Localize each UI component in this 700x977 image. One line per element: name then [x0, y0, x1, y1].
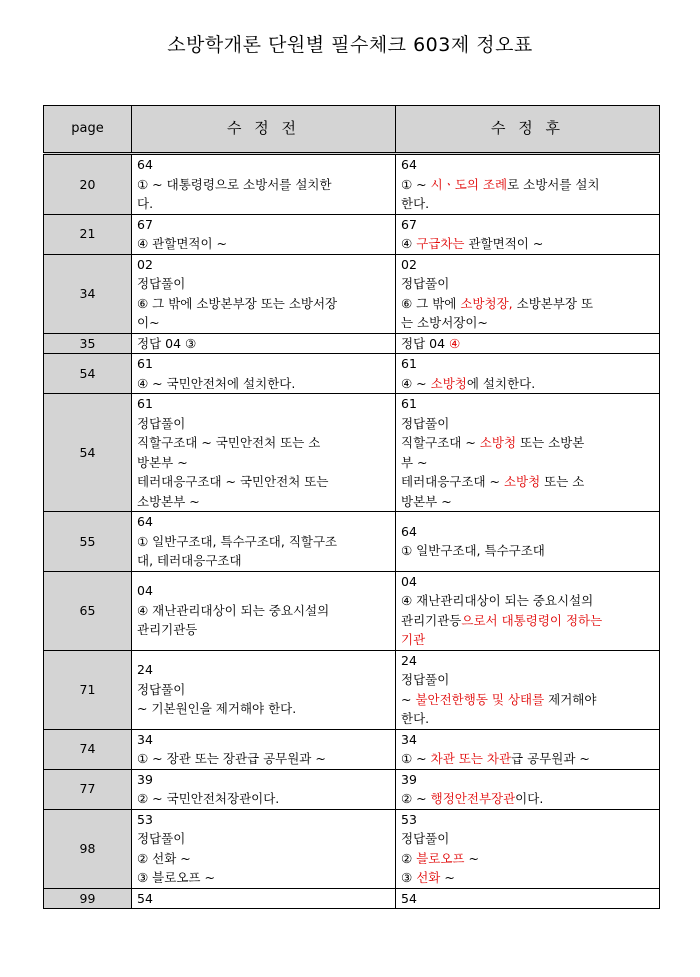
cell-line — [401, 730, 654, 750]
after-cell — [396, 394, 660, 512]
cell-text: ~ 기본원인을 제거해야 한다. — [137, 701, 297, 717]
cell-line — [401, 849, 654, 869]
after-cell — [396, 729, 660, 769]
cell-line — [401, 354, 654, 374]
cell-text: 방본부 ~ — [137, 454, 188, 470]
cell-text: ④ ~ — [401, 375, 431, 391]
before-cell — [132, 729, 396, 769]
page-number-cell: 77 — [44, 769, 132, 809]
after-cell — [396, 214, 660, 254]
correction-text: 소방청 — [503, 474, 541, 489]
cell-text: 제거해야 — [544, 691, 597, 707]
before-cell — [132, 571, 396, 650]
cell-text: 67 — [137, 216, 153, 232]
cell-text: 61 — [137, 356, 153, 371]
cell-text: 정답풀이 — [401, 415, 450, 431]
cell-text: 에 설치한다. — [466, 375, 536, 391]
page-number-cell: 54 — [44, 394, 132, 512]
cell-line — [401, 453, 654, 473]
cell-line — [401, 155, 654, 175]
cell-line — [137, 620, 390, 640]
cell-text: 부 ~ — [401, 454, 428, 470]
cell-line — [137, 274, 390, 294]
page-number-cell: 55 — [44, 512, 132, 572]
before-cell — [132, 394, 396, 512]
before-cell — [132, 254, 396, 333]
cell-text: 소방본부장 또 — [512, 295, 594, 311]
cell-line — [137, 789, 390, 809]
page-number-cell: 20 — [44, 154, 132, 215]
errata-rows — [44, 154, 660, 909]
cell-line — [137, 770, 390, 790]
cell-line — [137, 749, 390, 769]
cell-line — [401, 770, 654, 790]
after-cell — [396, 571, 660, 650]
before-cell — [132, 769, 396, 809]
cell-line — [401, 313, 654, 333]
correction-text: 소방청 — [430, 375, 467, 391]
cell-text: 39 — [401, 771, 417, 787]
cell-text: 61 — [137, 396, 153, 411]
cell-line — [401, 611, 654, 631]
cell-line — [137, 551, 390, 571]
cell-text: ⑥ 그 밖에 — [401, 295, 461, 311]
cell-text: ③ 블로오프 ~ — [137, 870, 215, 885]
before-cell — [132, 650, 396, 729]
cell-text: ④ ~ 국민안전처에 설치한다. — [137, 375, 296, 391]
cell-text: 는 소방서장이~ — [401, 315, 488, 330]
cell-line — [137, 849, 390, 869]
cell-text: ② ~ 국민안전처장관이다. — [137, 791, 280, 806]
cell-line — [401, 234, 654, 254]
cell-line — [401, 374, 654, 394]
cell-line — [137, 394, 390, 414]
cell-text: ④ 재난관리대상이 되는 중요시설의 — [401, 593, 594, 608]
cell-line — [137, 433, 390, 453]
cell-line — [137, 215, 390, 235]
cell-text: ② — [401, 850, 417, 866]
document-title: 소방학개론 단원별 필수체크 603제 정오표 — [167, 34, 533, 56]
cell-text: 02 — [137, 256, 153, 272]
cell-text: ~ — [401, 691, 416, 707]
header-before: 수 정 전 — [132, 106, 396, 154]
cell-line — [401, 829, 654, 849]
page-number-cell: 35 — [44, 333, 132, 354]
table-row — [44, 809, 660, 888]
cell-line — [137, 374, 390, 394]
after-cell — [396, 354, 660, 394]
cell-line — [401, 175, 654, 195]
cell-text: ① ~ 대통령령으로 소방서를 설치한 — [137, 176, 332, 192]
after-cell — [396, 512, 660, 572]
cell-line — [137, 334, 390, 354]
table-row — [44, 888, 660, 909]
cell-text: 한다. — [401, 196, 430, 211]
cell-text: ① 일반구조대, 특수구조대, 직할구조 — [137, 533, 338, 549]
cell-line — [401, 522, 654, 542]
cell-line — [137, 472, 390, 492]
page-number-cell: 65 — [44, 571, 132, 650]
table-row — [44, 394, 660, 512]
header-page: page — [44, 106, 132, 154]
page-number-cell: 21 — [44, 214, 132, 254]
after-cell — [396, 888, 660, 909]
page-number-cell: 98 — [44, 809, 132, 888]
cell-text: 64 — [137, 157, 153, 172]
table-row — [44, 729, 660, 769]
cell-line — [137, 194, 390, 214]
correction-text: 블로오프 — [416, 850, 465, 866]
cell-text: 또는 소방본 — [516, 435, 585, 450]
cell-text: 24 — [401, 652, 417, 668]
cell-text: ② ~ — [401, 791, 431, 806]
table-row — [44, 512, 660, 572]
cell-text: 방본부 ~ — [401, 493, 452, 509]
cell-text: 53 — [137, 811, 153, 827]
cell-text: 정답풀이 — [137, 831, 186, 846]
correction-text: 행정안전부장관 — [430, 791, 516, 806]
cell-line — [401, 651, 654, 671]
cell-text: 39 — [137, 771, 153, 787]
correction-text: 으로서 대통령령이 정하는 — [461, 612, 603, 628]
cell-line — [401, 194, 654, 214]
before-cell — [132, 154, 396, 215]
cell-line — [137, 512, 390, 532]
cell-text: 61 — [401, 356, 417, 371]
cell-text: 54 — [137, 890, 153, 906]
cell-line — [137, 294, 390, 314]
cell-text: 64 — [137, 514, 153, 529]
cell-text: 관리기관등 — [401, 612, 462, 628]
cell-text: 정답풀이 — [137, 681, 186, 697]
cell-text: 정답 04 — [401, 335, 450, 351]
cell-line — [137, 868, 390, 888]
cell-line — [137, 175, 390, 195]
cell-text: 대, 테러대응구조대 — [137, 553, 242, 568]
table-row — [44, 769, 660, 809]
cell-text: ③ — [401, 870, 417, 885]
correction-text: 소방청장, — [460, 295, 513, 311]
cell-line — [401, 334, 654, 354]
cell-line — [137, 699, 390, 719]
after-cell — [396, 650, 660, 729]
page-number-cell: 71 — [44, 650, 132, 729]
cell-text: 정답풀이 — [137, 415, 186, 431]
table-row — [44, 354, 660, 394]
cell-text: ~ — [440, 870, 455, 885]
cell-line — [137, 660, 390, 680]
cell-text: 정답풀이 — [137, 276, 186, 291]
table-row — [44, 214, 660, 254]
cell-text: 정답풀이 — [401, 672, 450, 687]
cell-line — [401, 591, 654, 611]
cell-line — [137, 255, 390, 275]
cell-text: 소방본부 ~ — [137, 493, 200, 509]
cell-line — [401, 492, 654, 512]
cell-text: ④ 관할면적이 ~ — [137, 236, 228, 251]
cell-text: 02 — [401, 256, 417, 272]
cell-text: 24 — [137, 662, 153, 678]
page-number-cell: 99 — [44, 888, 132, 909]
after-cell — [396, 333, 660, 354]
cell-text: 로 소방서를 설치 — [507, 176, 600, 192]
cell-line — [401, 255, 654, 275]
cell-text: 이다. — [515, 791, 544, 806]
after-cell — [396, 769, 660, 809]
page-number-cell: 34 — [44, 254, 132, 333]
after-cell — [396, 154, 660, 215]
cell-line — [137, 354, 390, 374]
cell-text: 64 — [401, 157, 417, 172]
cell-text: ⑥ 그 밖에 소방본부장 또는 소방서장 — [137, 295, 338, 311]
cell-line — [401, 541, 654, 561]
cell-line — [401, 868, 654, 888]
cell-text: 한다. — [401, 711, 430, 726]
correction-text: 기관 — [401, 632, 426, 647]
cell-line — [401, 670, 654, 690]
cell-text: ① 일반구조대, 특수구조대 — [401, 543, 545, 559]
cell-text: 34 — [401, 731, 417, 747]
cell-line — [137, 155, 390, 175]
cell-line — [137, 730, 390, 750]
cell-line — [401, 789, 654, 809]
cell-line — [401, 394, 654, 414]
page-number-cell: 54 — [44, 354, 132, 394]
cell-text: ④ 재난관리대상이 되는 중요시설의 — [137, 602, 330, 618]
correction-text: 시ㆍ도의 조례 — [430, 176, 508, 192]
cell-text: 직할구조대 ~ 국민안전처 또는 소 — [137, 435, 321, 450]
after-cell — [396, 254, 660, 333]
before-cell — [132, 888, 396, 909]
cell-line — [401, 709, 654, 729]
cell-text: 다. — [137, 196, 154, 211]
cell-line — [401, 472, 654, 492]
cell-line — [401, 690, 654, 710]
cell-line — [401, 294, 654, 314]
cell-line — [137, 492, 390, 512]
cell-line — [401, 215, 654, 235]
cell-text: 04 — [401, 573, 417, 589]
cell-text: ④ — [401, 236, 417, 251]
cell-text: 67 — [401, 216, 417, 232]
cell-text: 04 — [137, 583, 153, 599]
cell-line — [137, 581, 390, 601]
correction-text: 소방청 — [479, 435, 517, 450]
correction-text: 선화 — [416, 870, 441, 885]
cell-text: ① ~ — [401, 751, 431, 766]
before-cell — [132, 809, 396, 888]
cell-text: 34 — [137, 731, 153, 747]
table-row — [44, 650, 660, 729]
correction-text: 불안전한행동 및 상태를 — [415, 691, 545, 707]
correction-text: 구급차는 — [416, 236, 465, 251]
cell-line — [137, 810, 390, 830]
cell-text: ② 선화 ~ — [137, 850, 191, 866]
cell-text: 테러대응구조대 ~ — [401, 474, 504, 489]
cell-line — [137, 829, 390, 849]
after-cell — [396, 809, 660, 888]
correction-text: 차관 또는 차관 — [430, 751, 512, 766]
cell-line — [137, 889, 390, 909]
correction-text: ④ — [449, 335, 461, 351]
cell-text: 64 — [401, 523, 417, 539]
cell-line — [137, 453, 390, 473]
cell-text: 테러대응구조대 ~ 국민안전처 또는 — [137, 474, 329, 489]
cell-line — [401, 433, 654, 453]
before-cell — [132, 333, 396, 354]
cell-text: 53 — [401, 811, 417, 827]
cell-text: ① ~ 장관 또는 장관급 공무원과 ~ — [137, 751, 326, 766]
table-row — [44, 333, 660, 354]
before-cell — [132, 354, 396, 394]
cell-line — [401, 889, 654, 909]
cell-line — [401, 810, 654, 830]
cell-line — [401, 749, 654, 769]
cell-text: 61 — [401, 396, 417, 411]
cell-text: 관할면적이 ~ — [464, 236, 544, 251]
cell-text: 급 공무원과 ~ — [511, 751, 590, 766]
cell-text: 직할구조대 ~ — [401, 435, 480, 450]
cell-line — [137, 414, 390, 434]
cell-line — [137, 313, 390, 333]
cell-text: 정답풀이 — [401, 276, 450, 291]
cell-line — [401, 274, 654, 294]
before-cell — [132, 512, 396, 572]
header-after: 수 정 후 — [396, 106, 660, 154]
cell-text: ① ~ — [401, 176, 431, 192]
cell-text: 또는 소 — [540, 474, 585, 489]
table-row — [44, 154, 660, 215]
cell-text: 정답풀이 — [401, 831, 450, 846]
cell-line — [137, 234, 390, 254]
cell-line — [137, 532, 390, 552]
cell-line — [401, 572, 654, 592]
cell-line — [401, 630, 654, 650]
cell-line — [137, 680, 390, 700]
table-row — [44, 571, 660, 650]
cell-line — [401, 414, 654, 434]
table-header-row — [44, 106, 660, 154]
cell-text: 관리기관등 — [137, 622, 198, 638]
before-cell — [132, 214, 396, 254]
cell-text: 정답 04 ③ — [137, 335, 197, 351]
cell-line — [137, 601, 390, 621]
table-row — [44, 254, 660, 333]
page-number-cell: 74 — [44, 729, 132, 769]
cell-text: 이~ — [137, 315, 160, 330]
cell-text: 54 — [401, 890, 417, 906]
errata-table — [43, 105, 660, 909]
cell-text: ~ — [464, 850, 479, 866]
